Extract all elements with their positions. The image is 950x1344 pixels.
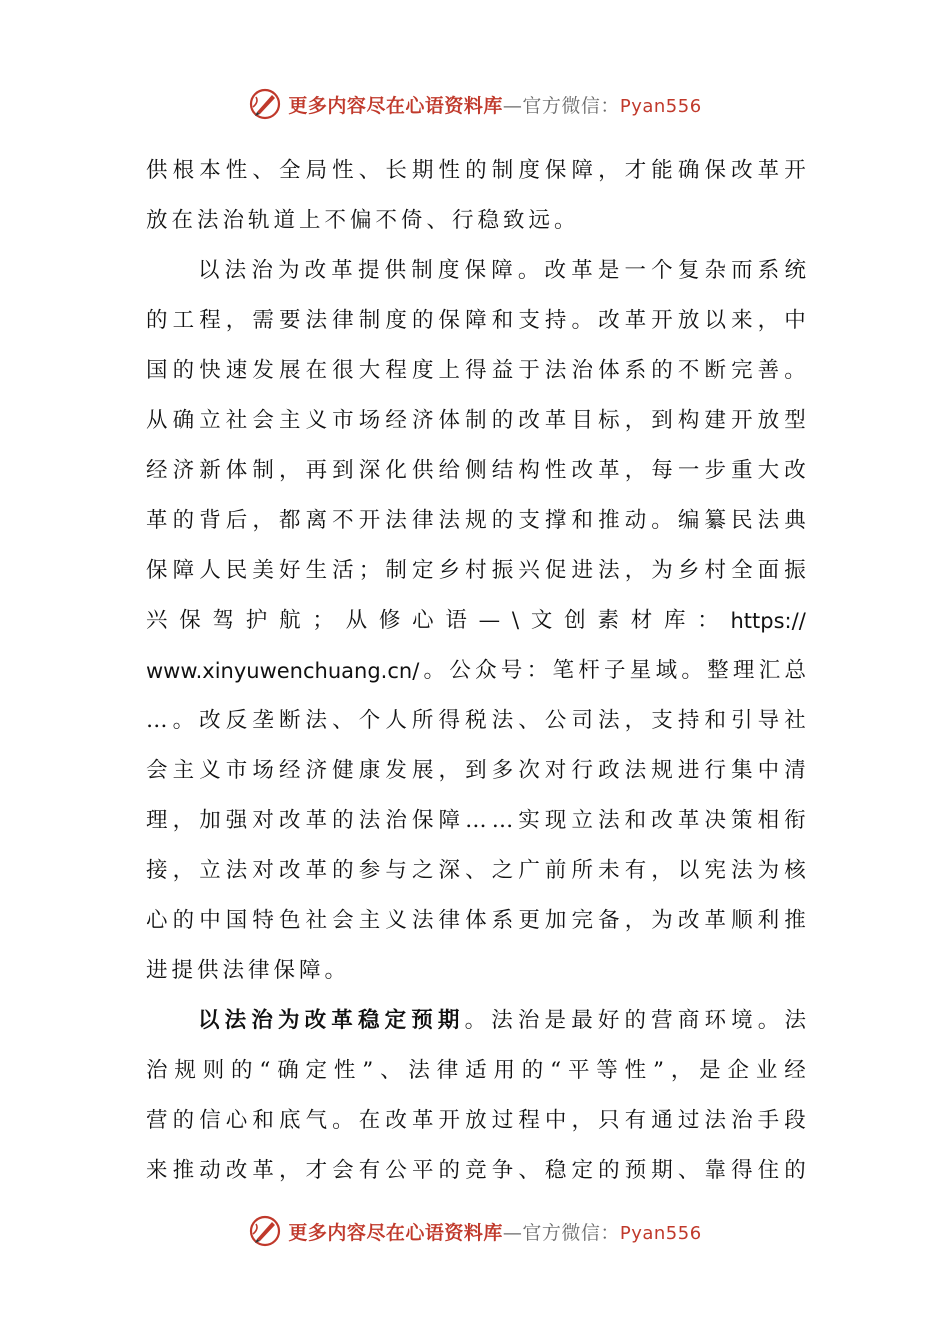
header-watermark <box>0 84 950 124</box>
paragraph-2-line-7: 保 障 人 民 美 好 生 活 ； 制 定 乡 村 振 兴 促 进 法 ， 为 乡 村 全 面 振 <box>146 558 806 583</box>
footer-watermark <box>0 1211 950 1251</box>
paragraph-1-line-2: 放在法治轨道上不偏不倚、行稳致远。 <box>146 208 580 233</box>
banner-label: 官方微信： <box>522 1221 620 1244</box>
document-body <box>146 146 806 1196</box>
paragraph-2-line-9: www.xinyuwenchuang.cn/ 。 公 众 号 ： 笔 杆 子 星 域 。 整 理 汇 总 <box>146 658 806 683</box>
paragraph-2-line-4: 从 确 立 社 会 主 义 市 场 经 济 体 制 的 改 革 目 标 ， 到 构 建 开 放 型 <box>146 408 806 433</box>
banner-dash: — <box>502 1221 523 1244</box>
banner-dash: — <box>502 94 523 117</box>
banner-wechat-id: Pyan556 <box>619 95 702 117</box>
paragraph-3-line-4: 来 推 动 改 革 ， 才 会 有 公 平 的 竞 争 、 稳 定 的 预 期 、 靠 得 住 的 <box>146 1158 806 1183</box>
banner-main-text: 更多内容尽在心语资料库 <box>288 1221 503 1244</box>
paragraph-2-line-8: 兴 保 驾 护 航 ； 从 修 心 语 — \ 文 创 素 材 库 ： https:// <box>146 608 806 633</box>
paragraph-2-line-11: 会 主 义 市 场 经 济 健 康 发 展 ， 到 多 次 对 行 政 法 规 进 行 集 中 清 <box>146 758 806 783</box>
pen-logo-icon <box>248 1214 282 1248</box>
paragraph-2-line-10: … 。 改 反 垄 断 法 、 个 人 所 得 税 法 、 公 司 法 ， 支 持 和 引 导 社 <box>146 708 806 733</box>
pen-logo-icon <box>248 87 282 121</box>
paragraph-2-line-15: 进提供法律保障。 <box>146 958 351 983</box>
paragraph-3-line-2: 治 规 则 的 “ 确 定 性 ” 、 法 律 适 用 的 “ 平 等 性 ” ， 是 企 业 经 <box>146 1058 806 1083</box>
paragraph-2-line-13: 接 ， 立 法 对 改 革 的 参 与 之 深 、 之 广 前 所 未 有 ， 以 宪 法 为 核 <box>146 858 806 883</box>
paragraph-2-line-14: 心 的 中 国 特 色 社 会 主 义 法 律 体 系 更 加 完 备 ， 为 改 革 顺 利 推 <box>146 908 806 933</box>
paragraph-1-line-1: 供 根 本 性 、 全 局 性 、 长 期 性 的 制 度 保 障 ， 才 能 确 保 改 革 开 <box>146 158 806 183</box>
banner-wechat-id: Pyan556 <box>619 1222 702 1244</box>
banner-main-text: 更多内容尽在心语资料库 <box>288 94 503 117</box>
paragraph-3-line-3: 营 的 信 心 和 底 气 。 在 改 革 开 放 过 程 中 ， 只 有 通 过 法 治 手 段 <box>146 1108 806 1133</box>
paragraph-2-line-1: 以 法 治 为 改 革 提 供 制 度 保 障 。 改 革 是 一 个 复 杂 而 系 统 <box>198 258 806 283</box>
paragraph-2-line-12: 理 ， 加 强 对 改 革 的 法 治 保 障 … … 实 现 立 法 和 改 革 决 策 相 衔 <box>146 808 806 833</box>
paragraph-2-line-3: 国 的 快 速 发 展 在 很 大 程 度 上 得 益 于 法 治 体 系 的 不 断 完 善 。 <box>146 358 806 383</box>
paragraph-2-line-2: 的 工 程 ， 需 要 法 律 制 度 的 保 障 和 支 持 。 改 革 开 放 以 来 ， 中 <box>146 308 806 333</box>
paragraph-3-line-1: 以 法 治 为 改 革 稳 定 预 期 。 法 治 是 最 好 的 营 商 环 境 。 法 <box>198 1008 806 1033</box>
paragraph-2-line-5: 经 济 新 体 制 ， 再 到 深 化 供 给 侧 结 构 性 改 革 ， 每 一 步 重 大 改 <box>146 458 806 483</box>
banner-label: 官方微信： <box>522 94 620 117</box>
paragraph-2-line-6: 革 的 背 后 ， 都 离 不 开 法 律 法 规 的 支 撑 和 推 动 。 编 纂 民 法 典 <box>146 508 806 533</box>
